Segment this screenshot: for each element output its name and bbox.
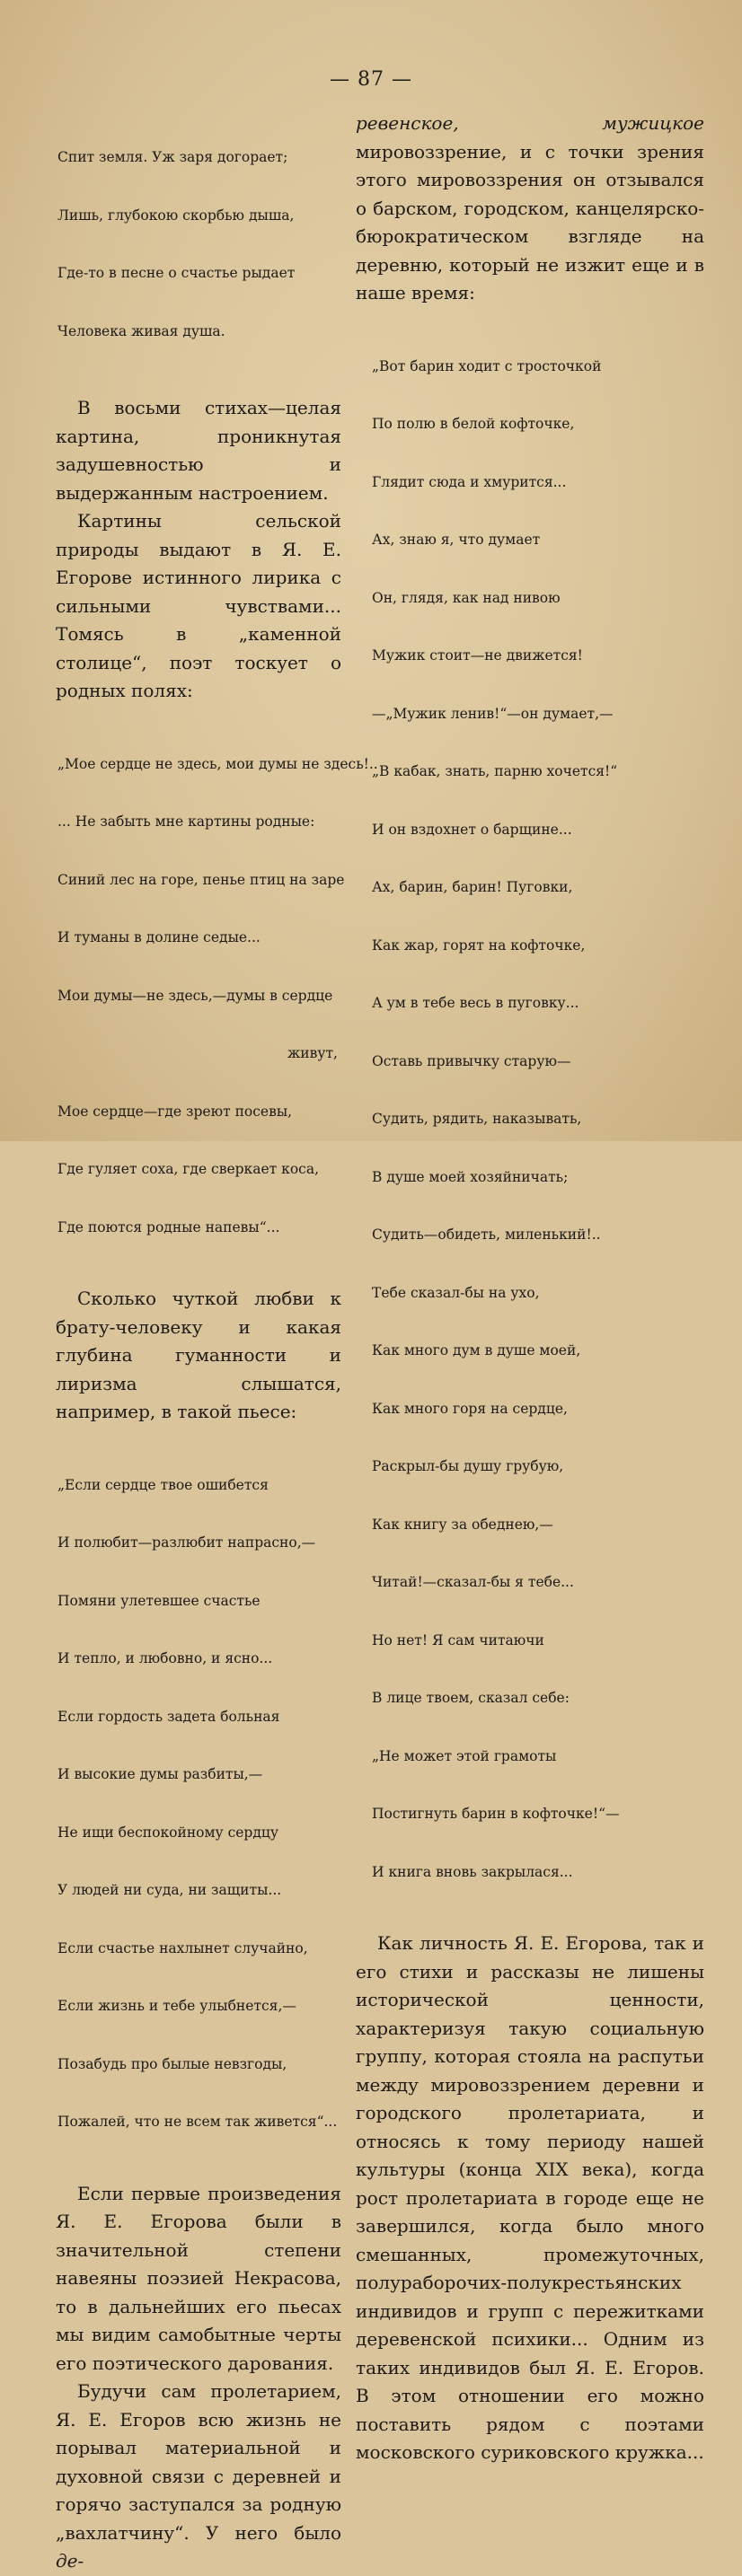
verse-line: Мои думы—не здесь,—думы в сердце: [57, 987, 333, 1004]
verse-line: Но нет! Я сам читаючи: [372, 1631, 544, 1648]
paragraph: Картины сельской природы выдают в Я. Е. Егорове истинного лирика с сильными чувствами... Томясь в „каменной столице“, поэт тоскует о родных полях:: [56, 510, 341, 701]
verse-line: „Если сердце твое ошибется: [57, 1476, 269, 1493]
verse-line: Постигнуть барин в кофточке!“—: [372, 1806, 620, 1822]
verse-line: Тебе сказал-бы на ухо,: [372, 1284, 540, 1301]
verse-line: Глядит сюда и хмурится...: [372, 473, 567, 490]
verse-line: Если гордость задета больная: [57, 1708, 280, 1725]
verse-line: Как много горя на сердце,: [372, 1400, 568, 1417]
paragraph: Сколько чуткой любви к брату-человеку и какая глубина гуманности и лиризма слышатся, например, в такой пьесе:: [56, 1288, 341, 1422]
verse-line: А ум в тебе весь в пуговку...: [372, 995, 579, 1011]
paragraph: В восьми стихах—целая картина, проникнутая задушевностью и выдержанным настроением.: [56, 397, 341, 504]
verse-line: Пожалей, что не всем так живется“...: [57, 2114, 338, 2130]
verse-line: —„Мужик ленив!“—он думает,—: [372, 705, 614, 722]
verse-line: И полюбит—разлюбит напрасно,—: [57, 1534, 316, 1551]
verse-line: В лице твоем, сказал себе:: [372, 1690, 570, 1706]
verse-line: „Не может этой грамоты: [372, 1747, 557, 1764]
verse-line: И тепло, и любовно, и ясно...: [57, 1650, 273, 1666]
verse-line: Где гуляет соха, где сверкает коса,: [57, 1161, 320, 1177]
verse-line: „Вот барин ходит с тросточкой: [372, 357, 602, 374]
verse-line: И книга вновь закрылася...: [372, 1863, 573, 1880]
paragraph: [56, 2378, 341, 2576]
verse-line: Помяни улетевшее счастье: [57, 1592, 261, 1609]
verse-line: И туманы в долине седые...: [57, 929, 261, 945]
verse-line: живут,: [287, 1045, 338, 1061]
emphasis-text: ревенское, мужицкое: [356, 112, 704, 134]
paragraph: [356, 110, 704, 308]
verse-line: И он вздохнет о барщине...: [372, 821, 572, 838]
verse-line: Где поются родные напевы“...: [57, 1218, 280, 1235]
verse-line: ... Не забыть мне картины родные:: [57, 813, 315, 830]
paragraph-text: Будучи сам пролетарием, Я. Е. Егоров всю жизнь не порывал материальной и духовной связи с деревней и горячо заступался за родную „вахлатчину“. У него было: [56, 2380, 341, 2544]
verse-line: „В кабак, знать, парню хочется!“: [372, 763, 618, 779]
verse-line: Судить—обидеть, миленький!..: [372, 1226, 601, 1243]
verse-line: Спит земля. Уж заря догорает;: [57, 149, 288, 165]
verse-line: Судить, рядить, наказывать,: [372, 1111, 582, 1127]
verse-line: Ах, знаю я, что думает: [372, 532, 541, 548]
verse-line: Как книгу за обеднею,—: [372, 1516, 553, 1533]
verse-line: Как жар, горят на кофточке,: [372, 936, 586, 954]
verse-line: Не ищи беспокойному сердцу: [57, 1824, 278, 1841]
verse-line: Синий лес на горе, пенье птиц на заре: [57, 871, 345, 888]
verse-line: Позабудь про былые невзгоды,: [57, 2055, 287, 2072]
left-column: [56, 110, 378, 2576]
verse-line: Мое сердце—где зреют посевы,: [57, 1103, 293, 1120]
page-number: — 87 —: [330, 68, 412, 91]
verse-line: Оставь привычку старую—: [372, 1052, 571, 1069]
verse-line: Если счастье нахлынет случайно,: [57, 1939, 308, 1956]
paragraph-text: мировоззрение, и с точки зрения этого мировоззрения он отзывался о барском, городском, канцелярско-бюрократическом взгляде на деревню, который не изжит еще и в наше время:: [356, 140, 704, 303]
verse-line: По полю в белой кофточке,: [372, 416, 575, 432]
verse-line: Где-то в песне о счастье рыдает: [57, 265, 296, 281]
verse-line: И высокие думы разбиты,—: [57, 1766, 263, 1782]
emphasis-text: де-: [56, 2550, 84, 2572]
right-column: [356, 110, 704, 2467]
verse-line: Как много дум в душе моей,: [372, 1342, 581, 1358]
paragraph: Как личность Я. Е. Егорова, так и его стихи и рассказы не лишены исторической ценности, характеризуя такую социальную группу, которая стояла на распутьи между мировоззрением деревни и городского пролетариата, и относясь к тому периоду нашей культуры (конца XIX века), когда рост пролетариата в городе еще не завершился, когда было много смешанных, промежуточных, полураборочих-полукрестьянских индивидов и групп с пережитками деревенской психики... Одним из таких индивидов был Я. Е. Егоров. В этом отношении его можно поставить рядом с поэтами московского суриковского кружка...: [356, 1932, 704, 2463]
verse-line: Человека живая душа.: [57, 322, 225, 339]
verse-block: [56, 1437, 341, 2171]
paragraph: Если первые произведения Я. Е. Егорова были в значительной степени навеяны поэзией Некрасова, то в дальнейших его пьесах мы видим самобытные черты его поэтического дарования.: [56, 2182, 341, 2374]
verse-line: Раскрыл-бы душу грубую,: [372, 1458, 564, 1474]
verse-line: Лишь, глубокою скорбью дыша,: [57, 207, 295, 224]
verse-block: [56, 717, 378, 1277]
verse-line: Если жизнь и тебе улыбнется,—: [57, 1998, 296, 2014]
verse-line: У людей ни суда, ни защиты...: [57, 1882, 282, 1898]
verse-block: [56, 110, 341, 380]
verse-line: Мужик стоит—не движется!: [372, 647, 583, 664]
verse-line: Ах, барин, барин! Пуговки,: [372, 879, 573, 895]
verse-line: Он, глядя, как над нивою: [372, 589, 561, 606]
verse-line: Читай!—сказал-бы я тебе...: [372, 1574, 574, 1590]
verse-block: [356, 319, 704, 1921]
verse-line: В душе моей хозяйничать;: [372, 1168, 569, 1185]
verse-line: „Мое сердце не здесь, мои думы не здесь!..: [57, 755, 378, 772]
